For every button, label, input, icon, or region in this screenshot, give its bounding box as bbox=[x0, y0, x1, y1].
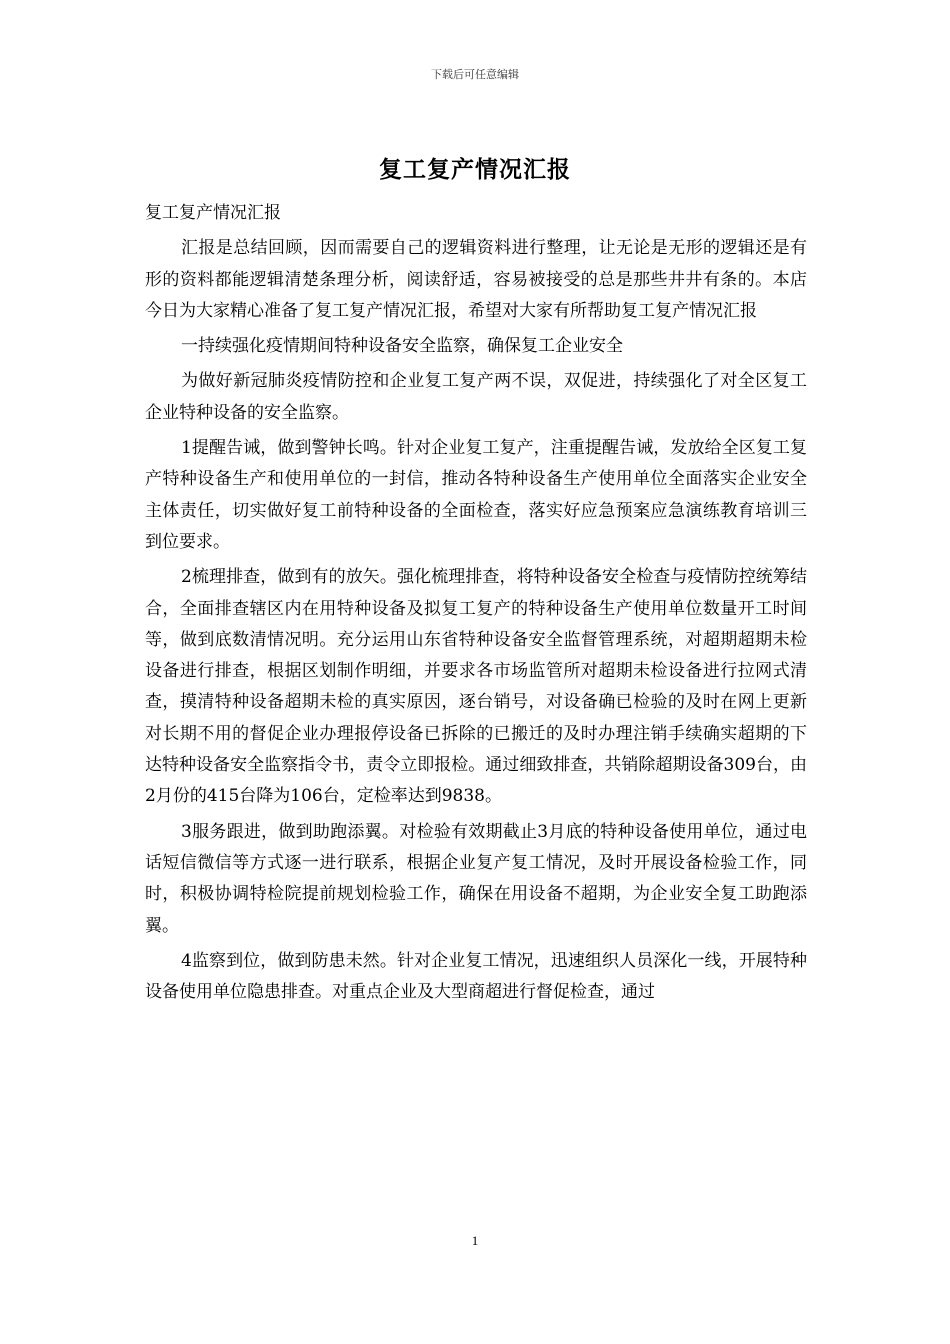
body-paragraph: 2梳理排查，做到有的放矢。强化梳理排查，将特种设备安全检查与疫情防控统筹结合，全面排查辖区内在用特种设备及拟复工复产的特种设备生产使用单位数量开工时间等，做到底数清情况明。充分运用山东省特种设备安全监督管理系统，对超期超期未检设备进行排查，根据区划制作明细，并要求各市场监管所对超期未检设备进行拉网式清查，摸清特种设备超期未检的真实原因，逐台销号，对设备确已检验的及时在网上更新对长期不用的督促企业办理报停设备已拆除的已搬迁的及时办理注销手续确实超期的下达特种设备安全监察指令书，责令立即报检。通过细致排查，共销除超期设备309台，由2月份的415台降为106台，定检率达到9838。 bbox=[145, 567, 807, 807]
body-paragraph: 1提醒告诫，做到警钟长鸣。针对企业复工复产，注重提醒告诫，发放给全区复工复产特种设备生产和使用单位的一封信，推动各特种设备生产使用单位全面落实企业安全主体责任，切实做好复工前特种设备的全面检查，落实好应急预案应急演练教育培训三到位要求。 bbox=[145, 438, 807, 552]
page-number: 1 bbox=[471, 1233, 479, 1248]
page-header-note: 下载后可任意编辑 bbox=[431, 68, 519, 81]
section-heading: 一持续强化疫情期间特种设备安全监察，确保复工企业安全 bbox=[181, 336, 623, 357]
document-body bbox=[145, 198, 807, 1008]
document-title: 复工复产情况汇报 bbox=[379, 157, 571, 183]
body-paragraph: 4监察到位，做到防患未然。针对企业复工情况，迅速组织人员深化一线，开展特种设备使用单位隐患排查。对重点企业及大型商超进行督促检查，通过 bbox=[145, 950, 807, 1003]
body-paragraph: 3服务跟进，做到助跑添翼。对检验有效期截止3月底的特种设备使用单位，通过电话短信微信等方式逐一进行联系，根据企业复产复工情况，及时开展设备检验工作，同时，积极协调特检院提前规划检验工作，确保在用设备不超期，为企业安全复工助跑添翼。 bbox=[145, 821, 807, 936]
subtitle-paragraph: 复工复产情况汇报 bbox=[145, 203, 281, 223]
intro-paragraph: 汇报是总结回顾，因而需要自己的逻辑资料进行整理，让无论是无形的逻辑还是有形的资料都能逻辑清楚条理分析，阅读舒适，容易被接受的总是那些井井有条的。本店今日为大家精心准备了复工复产情况汇报，希望对大家有所帮助复工复产情况汇报 bbox=[145, 238, 807, 321]
body-paragraph: 为做好新冠肺炎疫情防控和企业复工复产两不误，双促进，持续强化了对全区复工企业特种设备的安全监察。 bbox=[145, 371, 807, 423]
